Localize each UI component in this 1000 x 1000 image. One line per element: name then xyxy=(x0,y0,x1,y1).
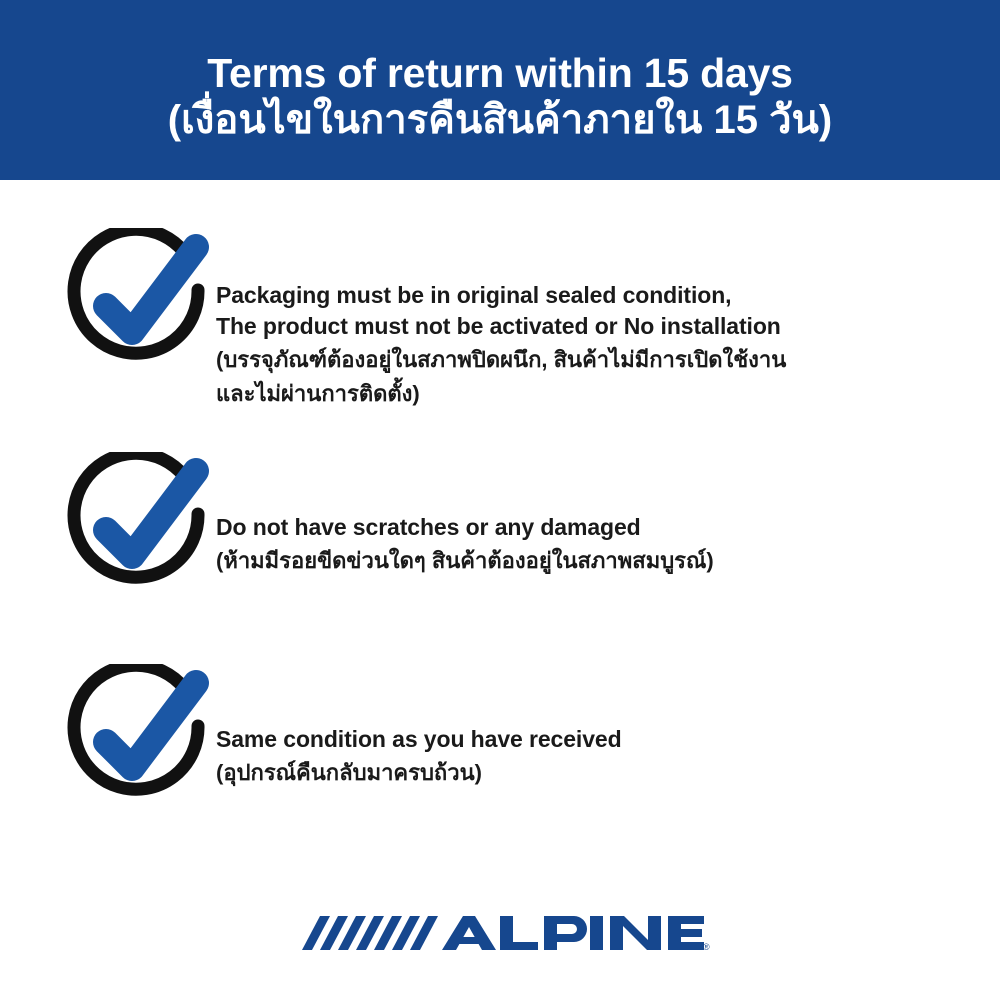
page-title-th: (เงื่อนไขในการคืนสินค้าภายใน 15 วัน) xyxy=(167,97,833,142)
term-text-en-line1: Same condition as you have received xyxy=(216,725,622,752)
term-text-en-line2: The product must not be activated or No installation xyxy=(216,312,781,339)
term-text-th-line1: (บรรจุภัณฑ์ต้องอยู่ในสภาพปิดผนึก, สินค้าไม่มีการเปิดใช้งาน xyxy=(216,347,787,373)
page-title-en: Terms of return within 15 days xyxy=(207,50,793,97)
term-text-th-line1: (ห้ามมีรอยขีดข่วนใดๆ สินค้าต้องอยู่ในสภาพสมบูรณ์) xyxy=(216,548,714,574)
term-text xyxy=(216,664,622,789)
term-text xyxy=(216,228,786,410)
terms-list xyxy=(0,180,1000,814)
term-text xyxy=(216,452,714,577)
term-text-en-line1: Packaging must be in original sealed condition, xyxy=(216,282,732,308)
list-item xyxy=(0,664,1000,814)
list-item xyxy=(0,452,1000,602)
header-banner xyxy=(0,0,1000,180)
check-circle-icon xyxy=(46,664,214,814)
term-text-th-line2: และไม่ผ่านการติดตั้ง) xyxy=(216,381,420,407)
term-text-th-line1: (อุปกรณ์คืนกลับมาครบถ้วน) xyxy=(216,760,482,786)
check-circle-icon xyxy=(46,452,214,602)
list-item xyxy=(0,228,1000,410)
alpine-logo xyxy=(290,906,710,962)
term-text-en-line1: Do not have scratches or any damaged xyxy=(216,513,641,540)
registered-mark: ® xyxy=(703,942,710,952)
check-circle-icon xyxy=(46,228,214,378)
footer-logo-area xyxy=(0,906,1000,962)
